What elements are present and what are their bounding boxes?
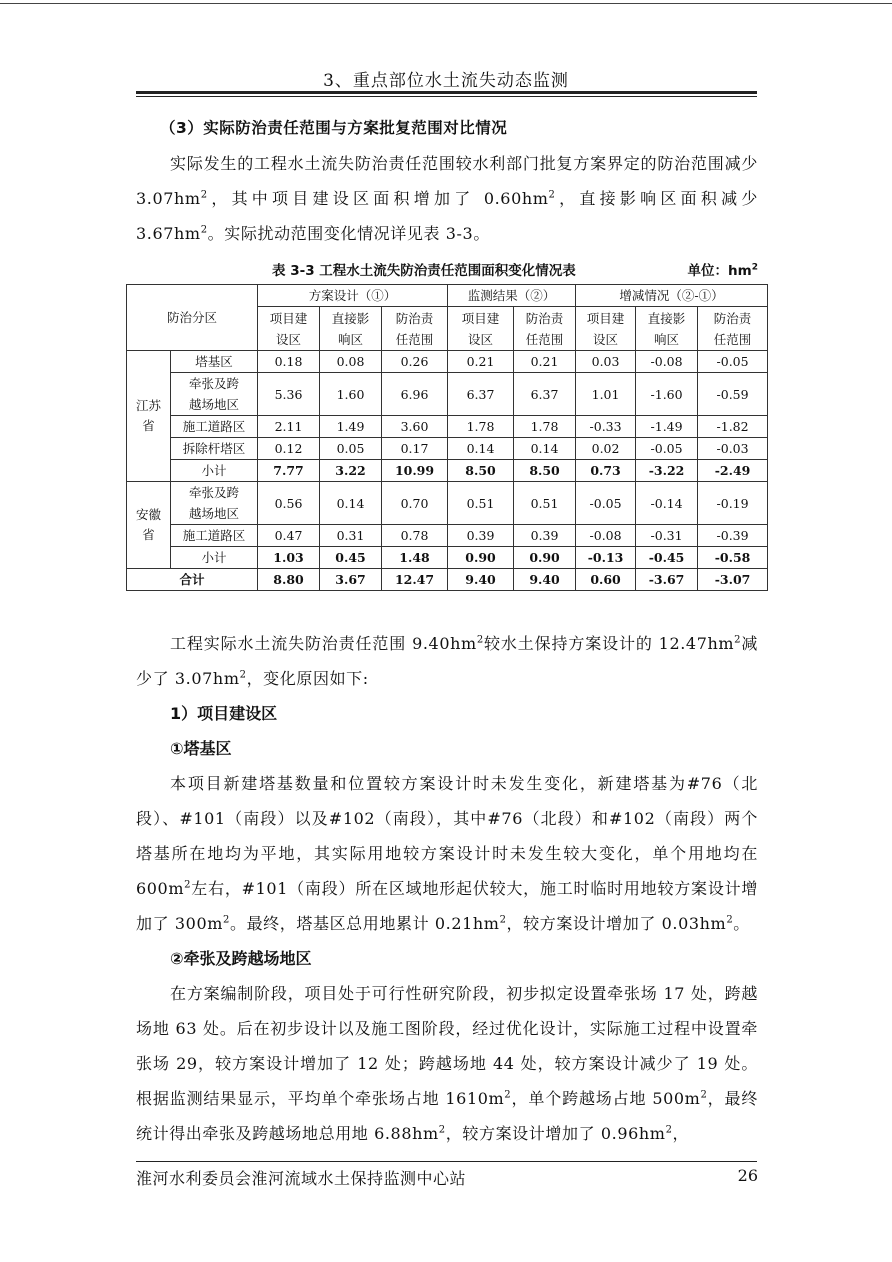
subheader-resp-area: 防治责 任范围 [382,307,448,351]
footer-organization: 淮河水利委员会淮河流域水土保持监测中心站 [136,1169,467,1188]
row-label: 牵张及跨越场地区 [171,373,258,416]
table-cell: 2.11 [258,416,320,438]
table-cell: 6.96 [382,373,448,416]
table-cell: 5.36 [258,373,320,416]
table-cell: -0.05 [576,482,636,525]
paragraph-tension-site: 在方案编制阶段，项目处于可行性研究阶段，初步拟定设置牵张场 17 处，跨越场地 63 处。后在初步设计以及施工图阶段，经过优化设计，实际施工过程中设置牵张场 29，较方案设计增加了 12 处；跨越场地 44 处，较方案设计减少了 19 处。根据监测结果显示，平均单个牵张场占地 $1610m^2$，单个跨越场占地 $500m^2$，最终统计得出牵张及跨越场地总用地 $6.88hm^2$，较方案设计增加了 $0.96hm^2$， [136,984,758,1143]
row-label: 小计 [171,547,258,569]
header-plan: 方案设计（①） [258,285,448,307]
province-jiangsu: 江苏省 [127,351,171,482]
subheading-project-area: 1）项目建设区 [170,704,278,723]
table-cell: -1.49 [636,416,698,438]
table-cell: -0.45 [636,547,698,569]
section-intro [136,112,758,283]
table-row [127,416,768,438]
table-cell: 0.26 [382,351,448,373]
table-cell: -0.13 [576,547,636,569]
table-cell: 1.60 [320,373,382,416]
table-cell: 0.70 [382,482,448,525]
subheader-project-area: 项目建 设区 [258,307,320,351]
intro-paragraph: 实际发生的工程水土流失防治责任范围较水利部门批复方案界定的防治范围减少 $3.07hm^2$，其中项目建设区面积增加了 $0.60hm^2$，直接影响区面积减少 $3.67hm^2$。实际扰动范围变化情况详见表 3-3。 [136,154,758,243]
table-cell: 1.01 [576,373,636,416]
header-change: 增减情况（②-①） [576,285,768,307]
table-cell: 0.47 [258,525,320,547]
table-cell: 3.22 [320,460,382,482]
table-cell: 0.78 [382,525,448,547]
table-cell: 0.90 [514,547,576,569]
subtotal-row [127,547,768,569]
table-cell: -3.67 [636,569,698,591]
page-number: 26 [737,1166,758,1185]
table-cell: 0.39 [448,525,514,547]
table-cell: 1.03 [258,547,320,569]
table-cell: 8.80 [258,569,320,591]
table-row [127,525,768,547]
table-cell: 3.60 [382,416,448,438]
table-cell: 0.14 [448,438,514,460]
table-cell: 0.18 [258,351,320,373]
table-cell: -0.05 [636,438,698,460]
table-cell: -0.31 [636,525,698,547]
table-cell: 0.14 [514,438,576,460]
table-cell: -0.19 [698,482,768,525]
subheader-direct-area: 直接影 响区 [320,307,382,351]
table-cell: 0.51 [448,482,514,525]
subheader-resp-area: 防治责 任范围 [698,307,768,351]
table-cell: -0.03 [698,438,768,460]
subheader-project-area: 项目建 设区 [576,307,636,351]
body-text [136,626,758,1151]
table-cell: 0.51 [514,482,576,525]
table-cell: -0.39 [698,525,768,547]
table-cell: 0.08 [320,351,382,373]
row-label: 合计 [127,569,258,591]
table-cell: 0.03 [576,351,636,373]
table-cell: 3.67 [320,569,382,591]
table-cell: 0.21 [514,351,576,373]
table-cell: 7.77 [258,460,320,482]
row-label: 施工道路区 [171,525,258,547]
table-caption [136,257,758,283]
total-row [127,569,768,591]
table-cell: 0.90 [448,547,514,569]
table-cell: -1.82 [698,416,768,438]
table-cell: -0.59 [698,373,768,416]
table-row [127,482,768,525]
paragraph-tower-base: 本项目新建塔基数量和位置较方案设计时未发生变化，新建塔基为#76（北段）、#101（南段）以及#102（南段），其中#76（北段）和#102（南段）两个塔基所在地均为平地，其实际用地较方案设计时未发生较大变化，单个用地均在 $600m^2$左右，#101（南段）所在区域地形起伏较大，施工时临时用地较方案设计增加了 $300m^2$。最终，塔基区总用地累计 $0.21hm^2$，较方案设计增加了 $0.03hm^2$。 [136,774,758,933]
header-monitor: 监测结果（②） [448,285,576,307]
table-cell: 0.17 [382,438,448,460]
subheading-tower-base: ①塔基区 [170,739,232,758]
paragraph-summary: 工程实际水土流失防治责任范围 $9.40hm^2$较水土保持方案设计的 $12.47hm^2$减少了 $3.07hm^2$，变化原因如下: [136,634,758,688]
header-zone: 防治分区 [127,285,258,351]
subheader-direct-area: 直接影 响区 [636,307,698,351]
table-cell: 6.37 [448,373,514,416]
table-cell: 10.99 [382,460,448,482]
table-cell: 0.60 [576,569,636,591]
table-cell: -3.22 [636,460,698,482]
table-cell: -0.33 [576,416,636,438]
table-cell: 0.31 [320,525,382,547]
section-heading: （3）实际防治责任范围与方案批复范围对比情况 [160,119,508,137]
table-cell: -0.14 [636,482,698,525]
table-cell: -0.08 [636,351,698,373]
table-cell: 1.78 [514,416,576,438]
table-cell: 1.49 [320,416,382,438]
table-cell: 0.56 [258,482,320,525]
table-cell: 0.02 [576,438,636,460]
subheading-tension-site: ②牵张及跨越场地区 [170,949,312,968]
table-cell: 0.21 [448,351,514,373]
table-row [127,351,768,373]
subheader-resp-area: 防治责 任范围 [514,307,576,351]
table-cell: 0.39 [514,525,576,547]
area-change-table [126,284,768,591]
table-cell: 0.05 [320,438,382,460]
row-label: 拆除杆塔区 [171,438,258,460]
table-cell: -3.07 [698,569,768,591]
page-top-border [0,3,892,4]
table-cell: 1.78 [448,416,514,438]
subheader-project-area: 项目建 设区 [448,307,514,351]
row-label: 施工道路区 [171,416,258,438]
table-cell: -0.58 [698,547,768,569]
table-cell: -0.08 [576,525,636,547]
header-rule-thin [136,96,757,97]
header-rule-thick [136,91,757,94]
table-row [127,373,768,416]
table-cell: 9.40 [514,569,576,591]
running-header: 3、重点部位水土流失动态监测 [323,71,569,91]
table-title: 表 3-3 工程水土流失防治责任范围面积变化情况表 [272,263,576,279]
table-unit: 单位：$hm^2$ [687,262,758,279]
table-cell: 0.12 [258,438,320,460]
table-row [127,438,768,460]
subtotal-row [127,460,768,482]
province-anhui: 安徽省 [127,482,171,569]
table-cell: 0.73 [576,460,636,482]
footer-rule [136,1161,757,1162]
table-cell: 0.45 [320,547,382,569]
table-cell: 8.50 [514,460,576,482]
row-label: 牵张及跨越场地区 [171,482,258,525]
table-cell: 12.47 [382,569,448,591]
table-cell: 0.14 [320,482,382,525]
table-cell: 6.37 [514,373,576,416]
table-cell: 8.50 [448,460,514,482]
row-label: 塔基区 [171,351,258,373]
table-cell: -1.60 [636,373,698,416]
row-label: 小计 [171,460,258,482]
table-cell: 1.48 [382,547,448,569]
table-cell: -2.49 [698,460,768,482]
table-cell: -0.05 [698,351,768,373]
table-cell: 9.40 [448,569,514,591]
